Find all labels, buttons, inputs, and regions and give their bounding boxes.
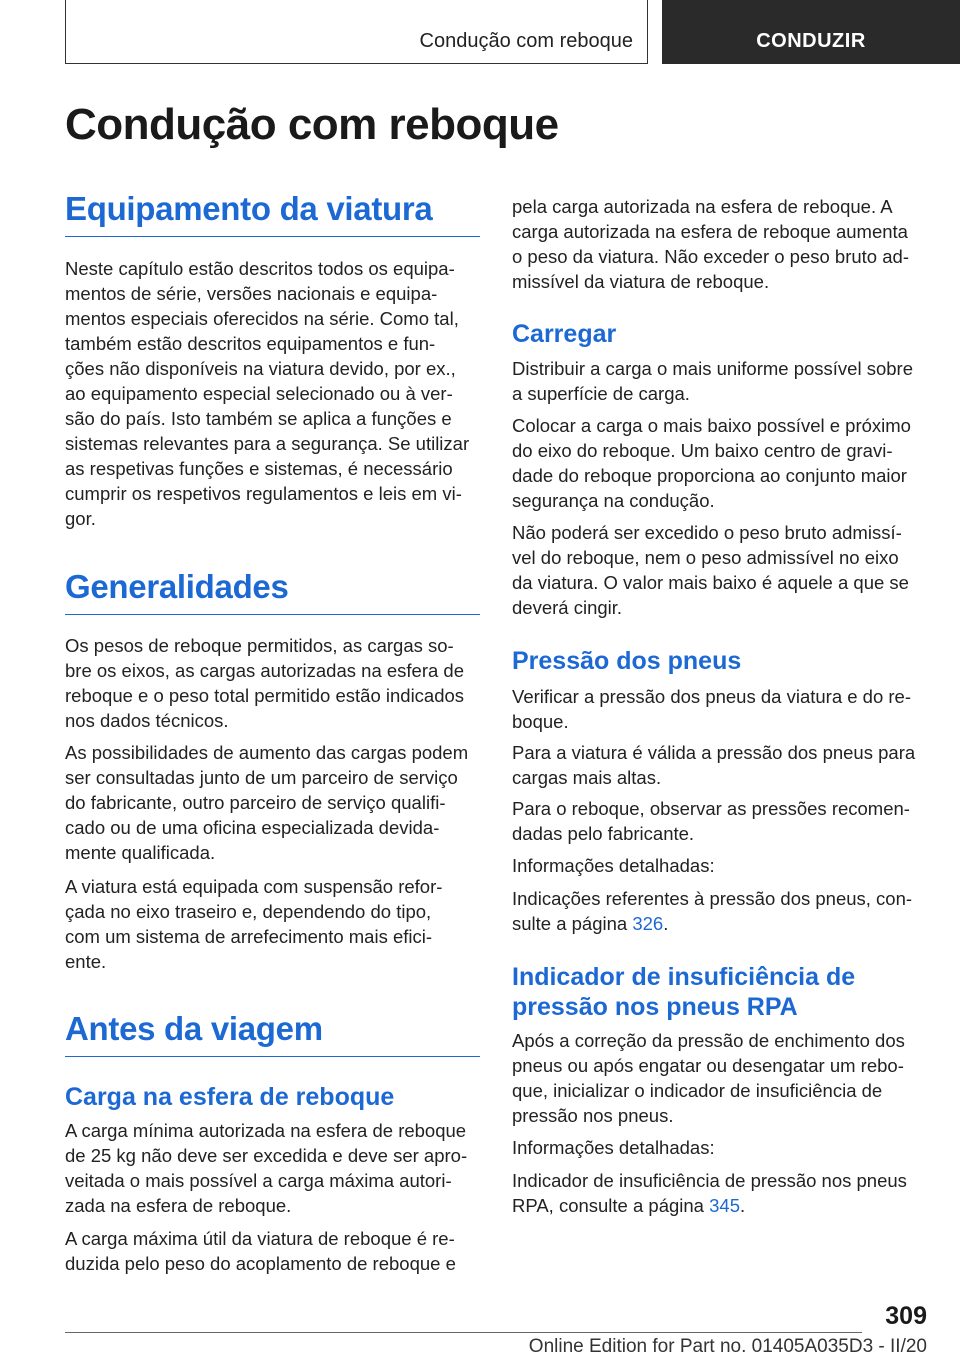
text-line: veitada o mais possível a carga máxima autori- [65,1170,452,1191]
text-line: Indicações referentes à pressão dos pneus, con- [512,888,913,909]
text-line: mente qualificada. [65,842,216,863]
text-line: com um sistema de arrefecimento mais efici- [65,926,433,947]
text-line: reboque e o peso total permitido estão indicados [65,685,465,706]
paragraph-pressao-4: Informações detalhadas: [512,855,715,876]
text-line: carga autorizada na esfera de reboque aumenta [512,221,908,242]
text-line: duzida pelo peso do acoplamento de reboque e [65,1253,456,1274]
heading-line: pressão nos pneus RPA [512,993,798,1021]
paragraph-carregar-2 [512,413,927,513]
page-number: 309 [885,1302,927,1330]
text-line: Os pesos de reboque permitidos, as cargas so- [65,635,454,656]
text-line: pela carga autorizada na esfera de reboque. A [512,196,893,217]
text-line: dade do reboque proporciona ao conjunto maior [512,465,907,486]
paragraph-carregar-3 [512,520,927,620]
text-line: missível da viatura de reboque. [512,271,770,292]
text-line: são do país. Isto também se aplica a funções e [65,408,452,429]
text-line: mentos especiais oferecidos na série. Como tal, [65,308,459,329]
text-line: A viatura está equipada com suspensão refor- [65,876,443,897]
text-line: A carga máxima útil da viatura de reboque é re- [65,1228,455,1249]
text-line: zada na esfera de reboque. [65,1195,292,1216]
paragraph-equipamento [65,256,480,531]
text-line: çada no eixo traseiro e, dependendo do tipo, [65,901,432,922]
heading-indicador-rpa [512,962,927,1022]
text-line: A carga mínima autorizada na esfera de reboque [65,1120,467,1141]
heading-equipamento: Equipamento da viatura [65,190,480,237]
chapter-tab[interactable] [662,0,960,64]
text-line: Indicador de insuficiência de pressão nos pneus [512,1170,907,1191]
text-line: da viatura. O valor mais baixo é aquele a que se [512,572,909,593]
paragraph-carregar-1 [512,356,927,406]
heading-line: Indicador de insuficiência de [512,963,856,991]
text-line: que, inicializar o indicador de insuficiência de [512,1080,883,1101]
text-line: Verificar a pressão dos pneus da viatura e do re- [512,686,912,707]
text-line: a superfície de carga. [512,383,690,404]
paragraph-indicador-1 [512,1028,927,1128]
heading-pressao-pneus: Pressão dos pneus [512,647,742,675]
heading-carregar: Carregar [512,320,617,348]
text-line: . [740,1195,746,1216]
text-line: Colocar a carga o mais baixo possível e próximo [512,415,911,436]
paragraph-pressao-2 [512,740,927,790]
text-line: pneus ou após engatar ou desengatar um rebo- [512,1055,904,1076]
paragraph-indicador-3 [512,1168,927,1218]
paragraph-pressao-1 [512,684,927,734]
text-line: vel do reboque, nem o peso admissível no eixo [512,547,899,568]
text-line: o peso da viatura. Não exceder o peso bruto ad- [512,246,909,267]
text-line: Neste capítulo estão descritos todos os equipa- [65,258,455,279]
text-line: cumprir os respetivos regulamentos e leis em vi- [65,483,462,504]
text-line: pressão nos pneus. [512,1105,674,1126]
text-line: RPA, consulte a página [512,1195,710,1216]
text-line: As possibilidades de aumento das cargas podem [65,742,469,763]
text-line: mentos de série, versões nacionais e equipa- [65,283,438,304]
footer-divider [65,1332,862,1333]
text-line: cargas mais altas. [512,767,662,788]
page-title: Condução com reboque [65,100,559,149]
header-section-box [65,0,648,64]
text-line: segurança na condução. [512,490,715,511]
paragraph-generalidades-3 [65,874,480,974]
paragraph-pressao-3 [512,796,927,846]
paragraph-generalidades-1 [65,633,480,733]
text-line: sistemas relevantes para a segurança. Se utilizar [65,433,470,454]
header-section-title: Condução com reboque [419,30,633,52]
text-line: ções não disponíveis na viatura devido, por ex., [65,358,456,379]
text-line: deverá cingir. [512,597,623,618]
text-line: gor. [65,508,96,529]
page-link-326[interactable]: 326 [632,913,664,934]
text-line: do fabricante, outro parceiro de serviço qualifi- [65,792,446,813]
heading-generalidades: Generalidades [65,568,480,615]
text-line: Após a correção da pressão de enchimento dos [512,1030,905,1051]
text-line: dadas pelo fabricante. [512,823,695,844]
text-line: nos dados técnicos. [65,710,229,731]
text-line: também estão descritos equipamentos e fun- [65,333,436,354]
paragraph-carga-1 [65,1118,480,1218]
text-line: ente. [65,951,107,972]
paragraph-continuation [512,194,927,294]
paragraph-indicador-2: Informações detalhadas: [512,1137,715,1158]
text-line: cado ou de uma oficina especializada devida- [65,817,440,838]
heading-antes-da-viagem: Antes da viagem [65,1010,480,1057]
chapter-tab-label: CONDUZIR [756,30,866,52]
paragraph-pressao-5 [512,886,927,936]
paragraph-carga-2 [65,1226,480,1276]
text-line: . [663,913,669,934]
text-line: ao equipamento especial selecionado ou à ver- [65,383,453,404]
text-line: as respetivas funções e sistemas, é necessário [65,458,453,479]
paragraph-generalidades-2 [65,740,480,865]
footer-edition-text: Online Edition for Part no. 01405A035D3 - II/20 [528,1336,927,1357]
page-link-345[interactable]: 345 [709,1195,740,1216]
text-line: boque. [512,711,569,732]
text-line: ser consultadas junto de um parceiro de serviço [65,767,458,788]
subheading-carga-esfera: Carga na esfera de reboque [65,1083,395,1111]
text-line: Não poderá ser excedido o peso bruto admissí- [512,522,902,543]
text-line: de 25 kg não deve ser excedida e deve ser apro- [65,1145,468,1166]
text-line: do eixo do reboque. Um baixo centro de gravi- [512,440,893,461]
text-line: sulte a página [512,913,633,934]
text-line: Distribuir a carga o mais uniforme possível sobre [512,358,913,379]
text-line: bre os eixos, as cargas autorizadas na esfera de [65,660,465,681]
text-line: Para a viatura é válida a pressão dos pneus para [512,742,916,763]
text-line: Para o reboque, observar as pressões recomen- [512,798,910,819]
